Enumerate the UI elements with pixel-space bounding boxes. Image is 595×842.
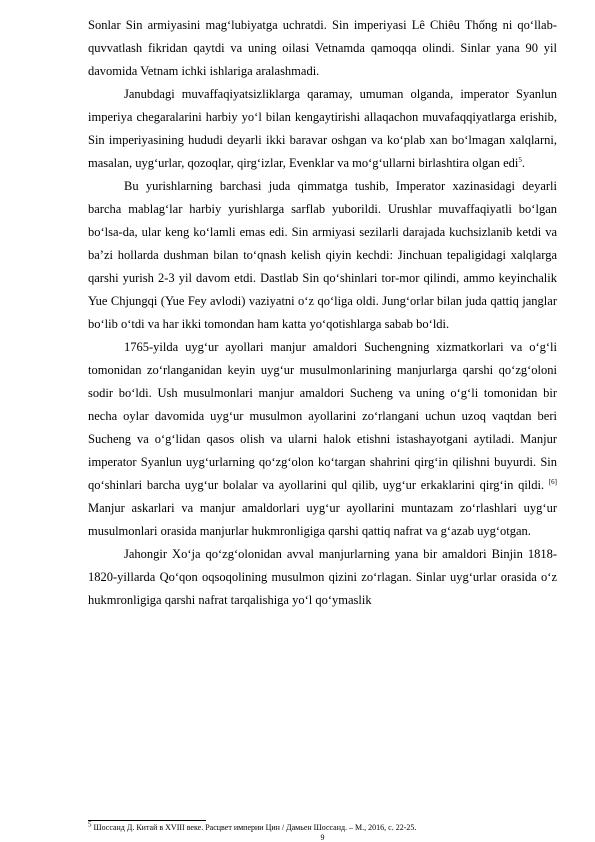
paragraph-3-text: Bu yurishlarning barchasi juda qimmatga tushib, Imperator xazinasidagi deyarli barcha mablag‘lar harbiy yurishlarga sarflab yuborildi. Urushlar muvaffaqiyatli bo‘lgan bo‘lsa-da, ular keng ko‘lamli emas edi. Sin armiyasi sezilarli darajada kuchsizlanib ketdi va ba’zi hollarda dushman bilan to‘qnash kelish qiyin kechdi: Jinchuan tepaligidagi xalqlarga qarshi yurish 2-3 yil davom etdi. Dastlab Sin qo‘shinlari tor-mor qilindi, ammo keyinchalik Yue Chjungqi (Yue Fey avlodi) vaziyatni o‘z qo‘liga oldi. Jung‘orlar bilan juda qattiq janglar bo‘lib o‘tdi va har ikki tomondan ham katta yo‘qotishlarga sabab bo‘ldi. bbox=[88, 179, 557, 331]
footnote-number: 5 bbox=[88, 820, 92, 829]
document-body bbox=[88, 14, 557, 612]
paragraph-2-text: Janubdagi muvaffaqiyatsizliklarga qaramay, umuman olganda, imperator Syanlun imperiya chegaralarini harbiy yo‘l bilan kengaytirishi allaqachon muvafaqqiyatlarga erishib, Sin imperiyasining hududi deyarli ikki baravar oshgan va ko‘plab xan bo‘lmagan xalqlarni, masalan, uyg‘urlar, qozoqlar, qirg‘izlar, Evenklar va mo‘g‘ullarni birlashtira olgan edi bbox=[88, 87, 557, 170]
footnote-text: Шоссанд Д. Китай в XVIII веке. Расцвет империи Цин / Дамьен Шоссанд. – М., 2016, с. 22-25. bbox=[93, 823, 417, 832]
page-number: 9 bbox=[320, 833, 325, 842]
paragraph-2-end: . bbox=[521, 156, 526, 170]
footnote-ref-6[interactable]: [6] bbox=[548, 477, 558, 486]
paragraph-4-end: Manjur askarlari va manjur amaldorlari uyg‘ur ayollarini muntazam zo‘rlashlari uyg‘ur musulmonlari orasida manjurlar hukmronligiga qarshi qattiq nafrat va g‘azab uyg‘otgan. bbox=[88, 501, 557, 538]
paragraph-4-text: 1765-yilda uyg‘ur ayollari manjur amaldori Suchengning xizmatkorlari va o‘g‘li tomonidan zo‘rlanganidan keyin uyg‘ur musulmonlarining manjurlarga qarshi qo‘zg‘oloni sodir bo‘ldi. Ush musulmonlari manjur amaldori Sucheng va uning o‘g‘li tomonidan bir necha oylar davomida uyg‘ur musulmon ayollarini zo‘rlangani uchun uzoq vaqtdan beri Sucheng va o‘g‘lidan qasos olish va ularni halok etishni istashayotgani aytiladi. Manjur imperator Syanlun uyg‘urlarning qo‘zg‘olon ko‘targan shahrini qirg‘in qilishni buyurdi. Sin qo‘shinlari barcha uyg‘ur bolalar va ayollarini qul qilib, uyg‘ur erkaklarini qirg‘in qildi. bbox=[88, 340, 557, 492]
paragraph-4 bbox=[88, 336, 557, 543]
paragraph-1 bbox=[88, 14, 557, 83]
paragraph-5 bbox=[88, 543, 557, 612]
footnote-divider bbox=[88, 820, 206, 821]
paragraph-2 bbox=[88, 83, 557, 175]
paragraph-1-text: Sonlar Sin armiyasini mag‘lubiyatga uchratdi. Sin imperiyasi Lê Chiêu Thống ni qo‘llab-quvvatlash fikridan qaytdi va uning oilasi Vetnamda qamoqqa olindi. Sinlar yana 90 yil davomida Vetnam ichki ishlariga aralashmadi. bbox=[88, 18, 557, 78]
paragraph-3 bbox=[88, 175, 557, 336]
footnote bbox=[88, 820, 557, 833]
paragraph-5-text: Jahongir Xo‘ja qo‘zg‘olonidan avval manjurlarning yana bir amaldori Binjin 1818-1820-yillarda Qo‘qon oqsoqolining musulmon qizini zo‘rlagan. Sinlar uyg‘urlar orasida o‘z hukmronligiga qarshi nafrat tarqalishiga yo‘l qo‘ymaslik bbox=[88, 547, 557, 607]
footnote-ref-5[interactable]: 5 bbox=[518, 155, 522, 164]
